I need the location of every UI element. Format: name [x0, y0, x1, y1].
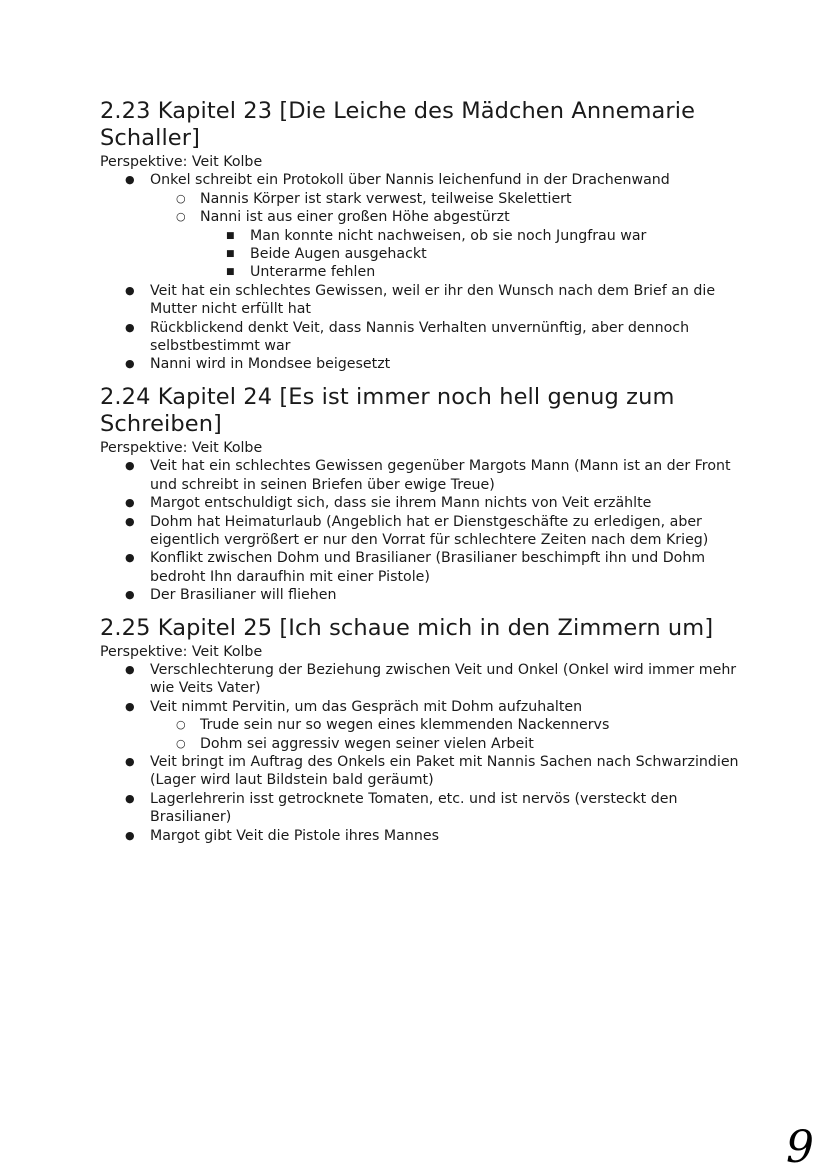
list-item — [100, 753, 740, 790]
list-item — [100, 586, 740, 604]
bullet-icon: ○ — [176, 736, 186, 750]
document-page — [100, 98, 740, 855]
list-item-text: Margot entschuldigt sich, dass sie ihrem Mann nichts von Veit erzählte — [150, 495, 652, 512]
list-item-text: Trude sein nur so wegen eines klemmenden Nackennervs — [200, 717, 610, 734]
bullet-icon: ○ — [176, 718, 186, 732]
bullet-icon: ○ — [176, 191, 186, 205]
list-item — [100, 716, 740, 734]
bullet-icon: ● — [125, 699, 135, 713]
list-item — [100, 171, 740, 189]
list-item-text: Lagerlehrerin isst getrocknete Tomaten, etc. und ist nervös (versteckt den Brasilianer) — [150, 790, 678, 826]
list-item-text: Veit hat ein schlechtes Gewissen gegenüber Margots Mann (Mann ist an der Front und schreibt in seinen Briefen über ewige Treue) — [150, 458, 731, 493]
bullet-icon: ● — [125, 514, 135, 528]
chapter-heading: 2.25 Kapitel 25 [Ich schaue mich in den Zimmern um] — [100, 614, 714, 641]
list-item-text: Verschlechterung der Beziehung zwischen Veit und Onkel (Onkel wird immer mehr wie Veits Vater) — [150, 661, 737, 697]
bullet-icon: ■ — [226, 267, 235, 278]
bullet-list — [100, 661, 740, 845]
list-item — [100, 245, 740, 263]
bullet-icon: ● — [125, 828, 135, 842]
list-item-text: Veit hat ein schlechtes Gewissen, weil er ihr den Wunsch nach dem Brief an die Mutter nicht erfüllt hat — [150, 282, 716, 318]
list-item-text: Veit bringt im Auftrag des Onkels ein Paket mit Nannis Sachen nach Schwarzindien (Lager wird laut Bildstein bald geräumt) — [150, 753, 739, 789]
bullet-icon: ● — [125, 791, 135, 805]
bullet-icon: ● — [125, 320, 135, 334]
bullet-icon: ● — [125, 173, 135, 187]
chapter-heading: 2.24 Kapitel 24 [Es ist immer noch hell genug zum Schreiben] — [100, 383, 675, 437]
list-item — [100, 227, 740, 245]
list-item — [100, 735, 740, 753]
bullet-icon: ● — [125, 496, 135, 510]
chapter-heading: 2.23 Kapitel 23 [Die Leiche des Mädchen Annemarie Schaller] — [100, 98, 696, 151]
perspective-label: Perspektive: Veit Kolbe — [100, 643, 263, 660]
list-item — [100, 263, 740, 281]
list-item — [100, 513, 740, 550]
list-item-text: Man konnte nicht nachweisen, ob sie noch Jungfrau war — [250, 227, 647, 244]
list-item-text: Nanni ist aus einer großen Höhe abgestürzt — [200, 209, 510, 226]
list-item-text: Rückblickend denkt Veit, dass Nannis Verhalten unvernünftig, aber dennoch selbstbestimmt war — [150, 319, 690, 355]
bullet-icon: ● — [125, 588, 135, 602]
list-item — [100, 494, 740, 512]
bullet-icon: ● — [125, 754, 135, 768]
chapter-section — [100, 384, 740, 605]
bullet-icon: ○ — [176, 210, 186, 224]
bullet-icon: ■ — [226, 249, 235, 260]
list-item-text: Nanni wird in Mondsee beigesetzt — [150, 356, 391, 373]
list-item-text: Veit nimmt Pervitin, um das Gespräch mit Dohm aufzuhalten — [150, 698, 583, 715]
list-item-text: Unterarme fehlen — [250, 264, 376, 281]
bullet-icon: ● — [125, 662, 135, 676]
list-item-text: Konflikt zwischen Dohm und Brasilianer (Brasilianer beschimpft ihn und Dohm bedroht Ihn daraufhin mit einer Pistole) — [150, 550, 706, 585]
list-item — [100, 827, 740, 845]
bullet-icon: ● — [125, 357, 135, 371]
list-item-text: Der Brasilianer will fliehen — [150, 587, 337, 604]
list-item — [100, 457, 740, 494]
bullet-icon: ● — [125, 459, 135, 473]
list-item — [100, 549, 740, 586]
bullet-icon: ● — [125, 551, 135, 565]
bullet-list — [100, 171, 740, 373]
bullet-icon: ● — [125, 283, 135, 297]
list-item — [100, 661, 740, 698]
list-item — [100, 698, 740, 716]
list-item-text: Onkel schreibt ein Protokoll über Nannis leichenfund in der Drachenwand — [150, 172, 670, 189]
perspective-label: Perspektive: Veit Kolbe — [100, 439, 263, 456]
list-item — [100, 790, 740, 827]
list-item-text: Nannis Körper ist stark verwest, teilweise Skelettiert — [200, 190, 572, 207]
list-item-text: Beide Augen ausgehackt — [250, 246, 427, 263]
list-item — [100, 319, 740, 356]
chapter-section — [100, 615, 740, 845]
list-item-text: Dohm hat Heimaturlaub (Angeblich hat er Dienstgeschäfte zu erledigen, aber eigentlich vergrößert er nur den Vorrat für schlechtere Zeiten nach dem Krieg) — [150, 513, 709, 548]
list-item-text: Dohm sei aggressiv wegen seiner vielen Arbeit — [200, 735, 534, 752]
list-item — [100, 190, 740, 208]
bullet-list — [100, 457, 740, 604]
list-item-text: Margot gibt Veit die Pistole ihres Mannes — [150, 827, 439, 844]
page-number: 9 — [786, 1122, 814, 1173]
chapter-section — [100, 98, 740, 374]
perspective-label: Perspektive: Veit Kolbe — [100, 154, 263, 170]
bullet-icon: ■ — [226, 230, 235, 241]
list-item — [100, 355, 740, 373]
list-item — [100, 282, 740, 319]
list-item — [100, 208, 740, 226]
